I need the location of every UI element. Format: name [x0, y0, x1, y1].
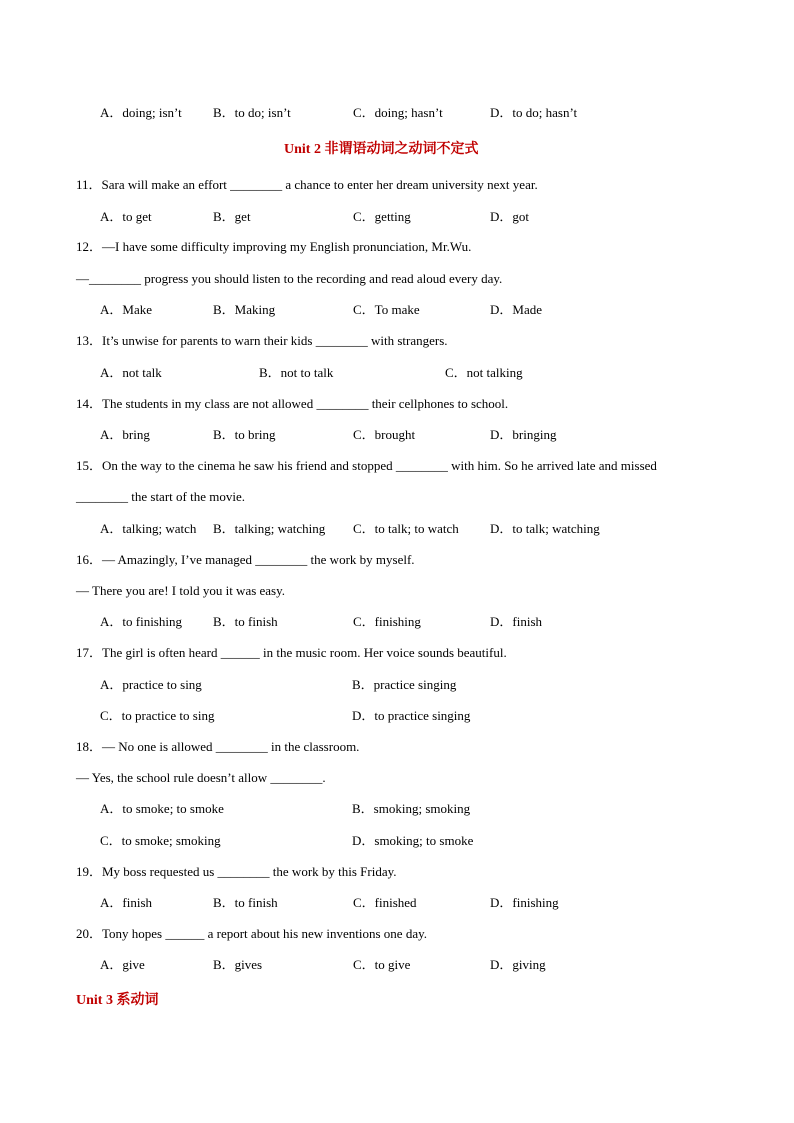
option-d: D．to talk; watching [490, 521, 600, 536]
option-a: A．Make [100, 302, 152, 317]
option-a: A．bring [100, 427, 150, 442]
option-d: D．to do; hasn’t [490, 105, 578, 120]
option-b: B．gives [213, 957, 263, 972]
option-c: C．not talking [445, 365, 523, 380]
option-b: B．get [213, 209, 251, 224]
question-stem: 12．—I have some difficulty improving my English pronunciation, Mr.Wu. [76, 239, 472, 254]
option-c: C．to talk; to watch [353, 521, 459, 536]
option-a: A．practice to sing [100, 677, 202, 692]
option-d: D．finishing [490, 895, 559, 910]
option-c: C．brought [353, 427, 416, 442]
option-a: A．doing; isn’t [100, 105, 182, 120]
question-stem-line-2: — Yes, the school rule doesn’t allow ________. [76, 770, 326, 785]
option-c: C．getting [353, 209, 411, 224]
option-b: B．to do; isn’t [213, 105, 291, 120]
option-b: B．talking; watching [213, 521, 326, 536]
question-stem: 11．Sara will make an effort ________ a chance to enter her dream university next year. [76, 177, 538, 192]
question-stem: 14．The students in my class are not allowed ________ their cellphones to school. [76, 396, 509, 411]
option-c: C．finishing [353, 614, 421, 629]
option-b: B．practice singing [352, 677, 457, 692]
option-b: B．to bring [213, 427, 276, 442]
unit-2-heading: Unit 2 非谓语动词之动词不定式 [284, 142, 479, 157]
option-c: C．to smoke; smoking [100, 833, 221, 848]
question-stem: 18．— No one is allowed ________ in the classroom. [76, 739, 360, 754]
option-d: D．giving [490, 957, 546, 972]
question-stem: 17．The girl is often heard ______ in the music room. Her voice sounds beautiful. [76, 645, 507, 660]
option-c: C．to give [353, 957, 411, 972]
option-a: A．not talk [100, 365, 162, 380]
option-d: D．finish [490, 614, 543, 629]
question-stem-line-2: — There you are! I told you it was easy. [76, 583, 286, 598]
option-b: B．to finish [213, 614, 278, 629]
option-a: A．to get [100, 209, 152, 224]
option-b: B．Making [213, 302, 276, 317]
option-a: A．talking; watch [100, 521, 197, 536]
option-a: A．to smoke; to smoke [100, 801, 224, 816]
option-a: A．finish [100, 895, 153, 910]
unit-3-heading: Unit 3 系动词 [76, 993, 159, 1008]
question-stem: 19．My boss requested us ________ the work by this Friday. [76, 864, 397, 879]
option-d: D．to practice singing [352, 708, 471, 723]
option-b: B．not to talk [259, 365, 334, 380]
question-stem: 20．Tony hopes ______ a report about his new inventions one day. [76, 926, 427, 941]
option-c: C．To make [353, 302, 420, 317]
option-b: B．to finish [213, 895, 278, 910]
question-stem-line-2: ________ the start of the movie. [76, 489, 245, 504]
option-d: D．got [490, 209, 530, 224]
question-stem: 16．— Amazingly, I’ve managed ________ the work by myself. [76, 552, 415, 567]
option-c: C．to practice to sing [100, 708, 215, 723]
option-c: C．doing; hasn’t [353, 105, 443, 120]
option-b: B．smoking; smoking [352, 801, 471, 816]
option-c: C．finished [353, 895, 417, 910]
question-stem-line-2: —________ progress you should listen to the recording and read aloud every day. [76, 271, 503, 286]
option-d: D．smoking; to smoke [352, 833, 474, 848]
question-stem: 15．On the way to the cinema he saw his friend and stopped ________ with him. So he arrived late and missed [76, 458, 657, 473]
option-a: A．give [100, 957, 145, 972]
question-stem: 13．It’s unwise for parents to warn their kids ________ with strangers. [76, 333, 448, 348]
option-d: D．Made [490, 302, 542, 317]
option-a: A．to finishing [100, 614, 182, 629]
option-d: D．bringing [490, 427, 557, 442]
